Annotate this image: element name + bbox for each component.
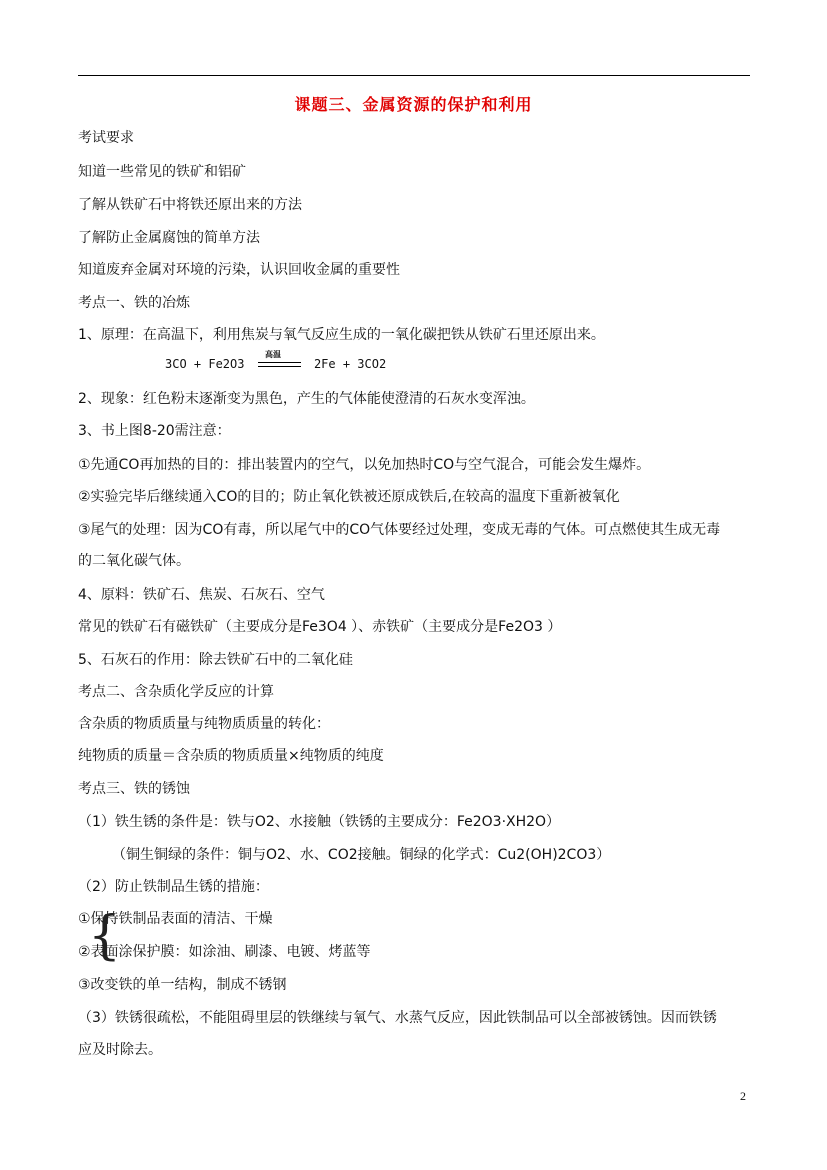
text-line: 了解防止金属腐蚀的简单方法 (78, 230, 260, 246)
page-number: 2 (740, 1089, 746, 1103)
page-title: 课题三、金属资源的保护和利用 (294, 95, 533, 114)
text-line: 常见的铁矿石有磁铁矿（主要成分是Fe3O4 ）、赤铁矿（主要成分是Fe2O3 ） (78, 619, 562, 635)
text-line: （2）防止铁制品生锈的措施： (78, 879, 269, 895)
text-line: 含杂质的物质质量与纯物质质量的转化： (78, 716, 330, 732)
brace-mark: { (88, 906, 122, 966)
section-heading: 考点一、铁的冶炼 (78, 295, 190, 311)
reaction-condition: 高温 (265, 350, 281, 359)
text-line: ③尾气的处理：因为CO有毒，所以尾气中的CO气体要经过处理，变成无毒的气体。可点燃使其生成无毒 (78, 522, 721, 538)
section-heading: 考点三、铁的锈蚀 (78, 781, 190, 797)
text-line: （1）铁生锈的条件是：铁与O2、水接触（铁锈的主要成分：Fe2O3·XH2O） (78, 814, 561, 830)
text-line: （3）铁锈很疏松，不能阻碍里层的铁继续与氧气、水蒸气反应，因此铁制品可以全部被锈蚀。因而铁锈 (78, 1010, 717, 1026)
equation-left: 3CO + Fe2O3 (165, 357, 245, 371)
text-line: 4、原料：铁矿石、焦炭、石灰石、空气 (78, 587, 325, 603)
chemical-equation (165, 350, 387, 371)
text-line: 知道废弃金属对环境的污染，认识回收金属的重要性 (78, 262, 400, 278)
text-line: 的二氧化碳气体。 (78, 553, 190, 569)
text-line: 知道一些常见的铁矿和铝矿 (78, 164, 246, 180)
text-line: 3、书上图8-20需注意： (78, 423, 231, 439)
section-heading: 考点二、含杂质化学反应的计算 (78, 684, 274, 700)
text-line: ①先通CO再加热的目的：排出装置内的空气，以免加热时CO与空气混合，可能会发生爆炸。 (78, 457, 651, 473)
text-line: ②实验完毕后继续通入CO的目的；防止氧化铁被还原成铁后,在较高的温度下重新被氧化 (78, 489, 620, 505)
text-line: 应及时除去。 (78, 1042, 162, 1058)
text-line: ③改变铁的单一结构，制成不锈钢 (78, 977, 287, 993)
text-line: ①保持铁制品表面的清洁、干燥 (78, 911, 273, 927)
text-line: 考试要求 (78, 130, 134, 146)
text-line: （铜生铜绿的条件：铜与O2、水、CO2接触。铜绿的化学式：Cu2(OH)2CO3） (112, 847, 611, 863)
reaction-arrow (258, 362, 301, 367)
text-line: 纯物质的质量＝含杂质的物质质量×纯物质的纯度 (78, 748, 384, 764)
text-line: 5、石灰石的作用：除去铁矿石中的二氧化硅 (78, 652, 353, 668)
text-line: 1、原理：在高温下，利用焦炭与氧气反应生成的一氧化碳把铁从铁矿石里还原出来。 (78, 327, 605, 343)
text-line: ②表面涂保护膜：如涂油、刷漆、电镀、烤蓝等 (78, 944, 371, 960)
text-line: 2、现象：红色粉末逐渐变为黑色，产生的气体能使澄清的石灰水变浑浊。 (78, 391, 535, 407)
header-rule (78, 75, 750, 76)
text-line: 了解从铁矿石中将铁还原出来的方法 (78, 197, 302, 213)
equation-right: 2Fe + 3CO2 (313, 357, 387, 371)
